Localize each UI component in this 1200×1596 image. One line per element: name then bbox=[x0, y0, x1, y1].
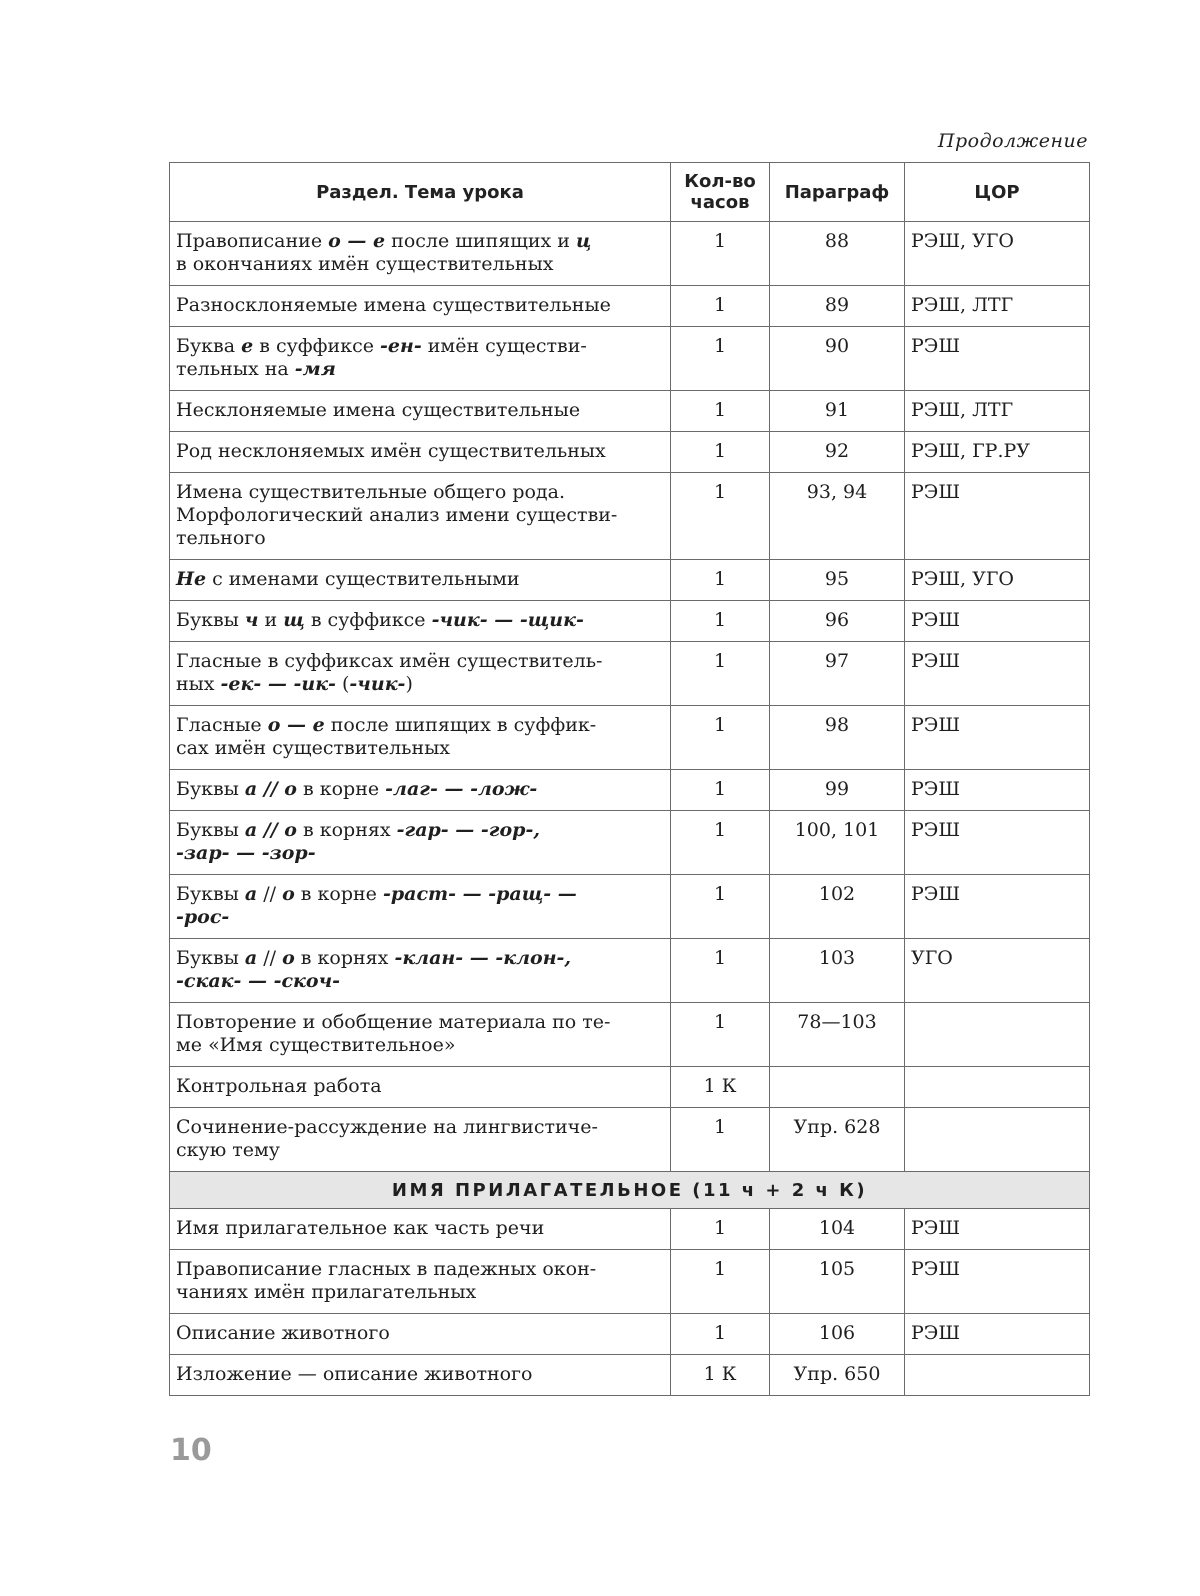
hours-cell: 1 bbox=[671, 391, 770, 432]
paragraph-cell: 105 bbox=[770, 1250, 905, 1314]
hours-cell: 1 bbox=[671, 770, 770, 811]
table-row bbox=[170, 939, 1090, 1003]
hours-cell: 1 К bbox=[671, 1355, 770, 1396]
cor-cell: РЭШ bbox=[905, 811, 1090, 875]
column-header-cor: ЦОР bbox=[905, 163, 1090, 222]
paragraph-cell: 97 bbox=[770, 642, 905, 706]
hours-cell: 1 bbox=[671, 939, 770, 1003]
topic-cell: Буквы а // о в корне -раст- — -ращ- — -рос- bbox=[170, 875, 671, 939]
table-body bbox=[170, 222, 1090, 1396]
table-row bbox=[170, 432, 1090, 473]
hours-cell: 1 bbox=[671, 327, 770, 391]
cor-cell: УГО bbox=[905, 939, 1090, 1003]
table-row bbox=[170, 875, 1090, 939]
table-row bbox=[170, 811, 1090, 875]
paragraph-cell: Упр. 650 bbox=[770, 1355, 905, 1396]
table-row bbox=[170, 286, 1090, 327]
topic-cell: Контрольная работа bbox=[170, 1067, 671, 1108]
paragraph-cell bbox=[770, 1067, 905, 1108]
topic-cell: Изложение — описание животного bbox=[170, 1355, 671, 1396]
table-row bbox=[170, 601, 1090, 642]
page-number: 10 bbox=[170, 1433, 212, 1468]
hours-cell: 1 bbox=[671, 432, 770, 473]
table-row bbox=[170, 1314, 1090, 1355]
paragraph-cell: 98 bbox=[770, 706, 905, 770]
hours-cell: 1 bbox=[671, 1108, 770, 1172]
paragraph-cell: 95 bbox=[770, 560, 905, 601]
hours-cell: 1 bbox=[671, 1250, 770, 1314]
hours-cell: 1 bbox=[671, 473, 770, 560]
cor-cell: РЭШ bbox=[905, 1209, 1090, 1250]
cor-cell: РЭШ bbox=[905, 770, 1090, 811]
hours-cell: 1 bbox=[671, 875, 770, 939]
topic-cell: Гласные в суффиксах имён существитель- ных -ек- — -ик- (-чик-) bbox=[170, 642, 671, 706]
paragraph-cell: 104 bbox=[770, 1209, 905, 1250]
table-row bbox=[170, 770, 1090, 811]
paragraph-cell: 89 bbox=[770, 286, 905, 327]
table-row bbox=[170, 560, 1090, 601]
topic-cell: Род несклоняемых имён существительных bbox=[170, 432, 671, 473]
paragraph-cell: Упр. 628 bbox=[770, 1108, 905, 1172]
cor-cell: РЭШ bbox=[905, 642, 1090, 706]
column-header-topic: Раздел. Тема урока bbox=[170, 163, 671, 222]
table-row bbox=[170, 391, 1090, 432]
topic-cell: Правописание о — е после шипящих и ц в окончаниях имён существительных bbox=[170, 222, 671, 286]
column-header-paragraph: Параграф bbox=[770, 163, 905, 222]
topic-cell: Имя прилагательное как часть речи bbox=[170, 1209, 671, 1250]
hours-cell: 1 bbox=[671, 1209, 770, 1250]
topic-cell: Буквы а // о в корнях -клан- — -клон-, -скак- — -скоч- bbox=[170, 939, 671, 1003]
paragraph-cell: 99 bbox=[770, 770, 905, 811]
cor-cell: РЭШ bbox=[905, 473, 1090, 560]
cor-cell: РЭШ, ЛТГ bbox=[905, 391, 1090, 432]
paragraph-cell: 102 bbox=[770, 875, 905, 939]
paragraph-cell: 103 bbox=[770, 939, 905, 1003]
paragraph-cell: 100, 101 bbox=[770, 811, 905, 875]
paragraph-cell: 90 bbox=[770, 327, 905, 391]
table-row bbox=[170, 327, 1090, 391]
topic-cell: Буквы ч и щ в суффиксе -чик- — -щик- bbox=[170, 601, 671, 642]
paragraph-cell: 92 bbox=[770, 432, 905, 473]
topic-cell: Правописание гласных в падежных окон- чаниях имён прилагательных bbox=[170, 1250, 671, 1314]
cor-cell bbox=[905, 1067, 1090, 1108]
cor-cell: РЭШ bbox=[905, 1250, 1090, 1314]
topic-cell: Не с именами существительными bbox=[170, 560, 671, 601]
paragraph-cell: 78—103 bbox=[770, 1003, 905, 1067]
cor-cell: РЭШ bbox=[905, 875, 1090, 939]
table-row bbox=[170, 1355, 1090, 1396]
cor-cell bbox=[905, 1003, 1090, 1067]
cor-cell: РЭШ, ГР.РУ bbox=[905, 432, 1090, 473]
table-row bbox=[170, 1250, 1090, 1314]
hours-cell: 1 bbox=[671, 286, 770, 327]
topic-cell: Несклоняемые имена существительные bbox=[170, 391, 671, 432]
table-row bbox=[170, 473, 1090, 560]
topic-cell: Буквы а // о в корне -лаг- — -лож- bbox=[170, 770, 671, 811]
hours-cell: 1 bbox=[671, 1003, 770, 1067]
hours-cell: 1 bbox=[671, 601, 770, 642]
cor-cell: РЭШ bbox=[905, 327, 1090, 391]
section-title: ИМЯ ПРИЛАГАТЕЛЬНОЕ (11 ч + 2 ч К) bbox=[170, 1172, 1090, 1209]
cor-cell bbox=[905, 1355, 1090, 1396]
lesson-plan-table bbox=[169, 162, 1090, 1396]
table-header-row bbox=[170, 163, 1090, 222]
table-row bbox=[170, 1067, 1090, 1108]
column-header-hours: Кол-во часов bbox=[671, 163, 770, 222]
section-header-row bbox=[170, 1172, 1090, 1209]
hours-cell: 1 bbox=[671, 222, 770, 286]
topic-cell: Повторение и обобщение материала по те- ме «Имя существительное» bbox=[170, 1003, 671, 1067]
table-row bbox=[170, 222, 1090, 286]
cor-cell: РЭШ bbox=[905, 1314, 1090, 1355]
paragraph-cell: 106 bbox=[770, 1314, 905, 1355]
cor-cell bbox=[905, 1108, 1090, 1172]
table-row bbox=[170, 1003, 1090, 1067]
cor-cell: РЭШ, УГО bbox=[905, 222, 1090, 286]
table-row bbox=[170, 1209, 1090, 1250]
paragraph-cell: 91 bbox=[770, 391, 905, 432]
cor-cell: РЭШ bbox=[905, 706, 1090, 770]
topic-cell: Описание животного bbox=[170, 1314, 671, 1355]
table-row bbox=[170, 1108, 1090, 1172]
topic-cell: Разносклоняемые имена существительные bbox=[170, 286, 671, 327]
table-row bbox=[170, 642, 1090, 706]
topic-cell: Гласные о — е после шипящих в суффик- сах имён существительных bbox=[170, 706, 671, 770]
cor-cell: РЭШ, УГО bbox=[905, 560, 1090, 601]
paragraph-cell: 93, 94 bbox=[770, 473, 905, 560]
topic-cell: Буква е в суффиксе -ен- имён существи- тельных на -мя bbox=[170, 327, 671, 391]
cor-cell: РЭШ bbox=[905, 601, 1090, 642]
hours-cell: 1 bbox=[671, 1314, 770, 1355]
hours-cell: 1 bbox=[671, 560, 770, 601]
topic-cell: Имена существительные общего рода. Морфологический анализ имени существи- тельного bbox=[170, 473, 671, 560]
paragraph-cell: 88 bbox=[770, 222, 905, 286]
hours-cell: 1 bbox=[671, 706, 770, 770]
topic-cell: Сочинение-рассуждение на лингвистиче- скую тему bbox=[170, 1108, 671, 1172]
cor-cell: РЭШ, ЛТГ bbox=[905, 286, 1090, 327]
hours-cell: 1 bbox=[671, 642, 770, 706]
paragraph-cell: 96 bbox=[770, 601, 905, 642]
hours-cell: 1 К bbox=[671, 1067, 770, 1108]
continued-label: Продолжение bbox=[937, 130, 1088, 152]
topic-cell: Буквы а // о в корнях -гар- — -гор-, -зар- — -зор- bbox=[170, 811, 671, 875]
table-row bbox=[170, 706, 1090, 770]
hours-cell: 1 bbox=[671, 811, 770, 875]
